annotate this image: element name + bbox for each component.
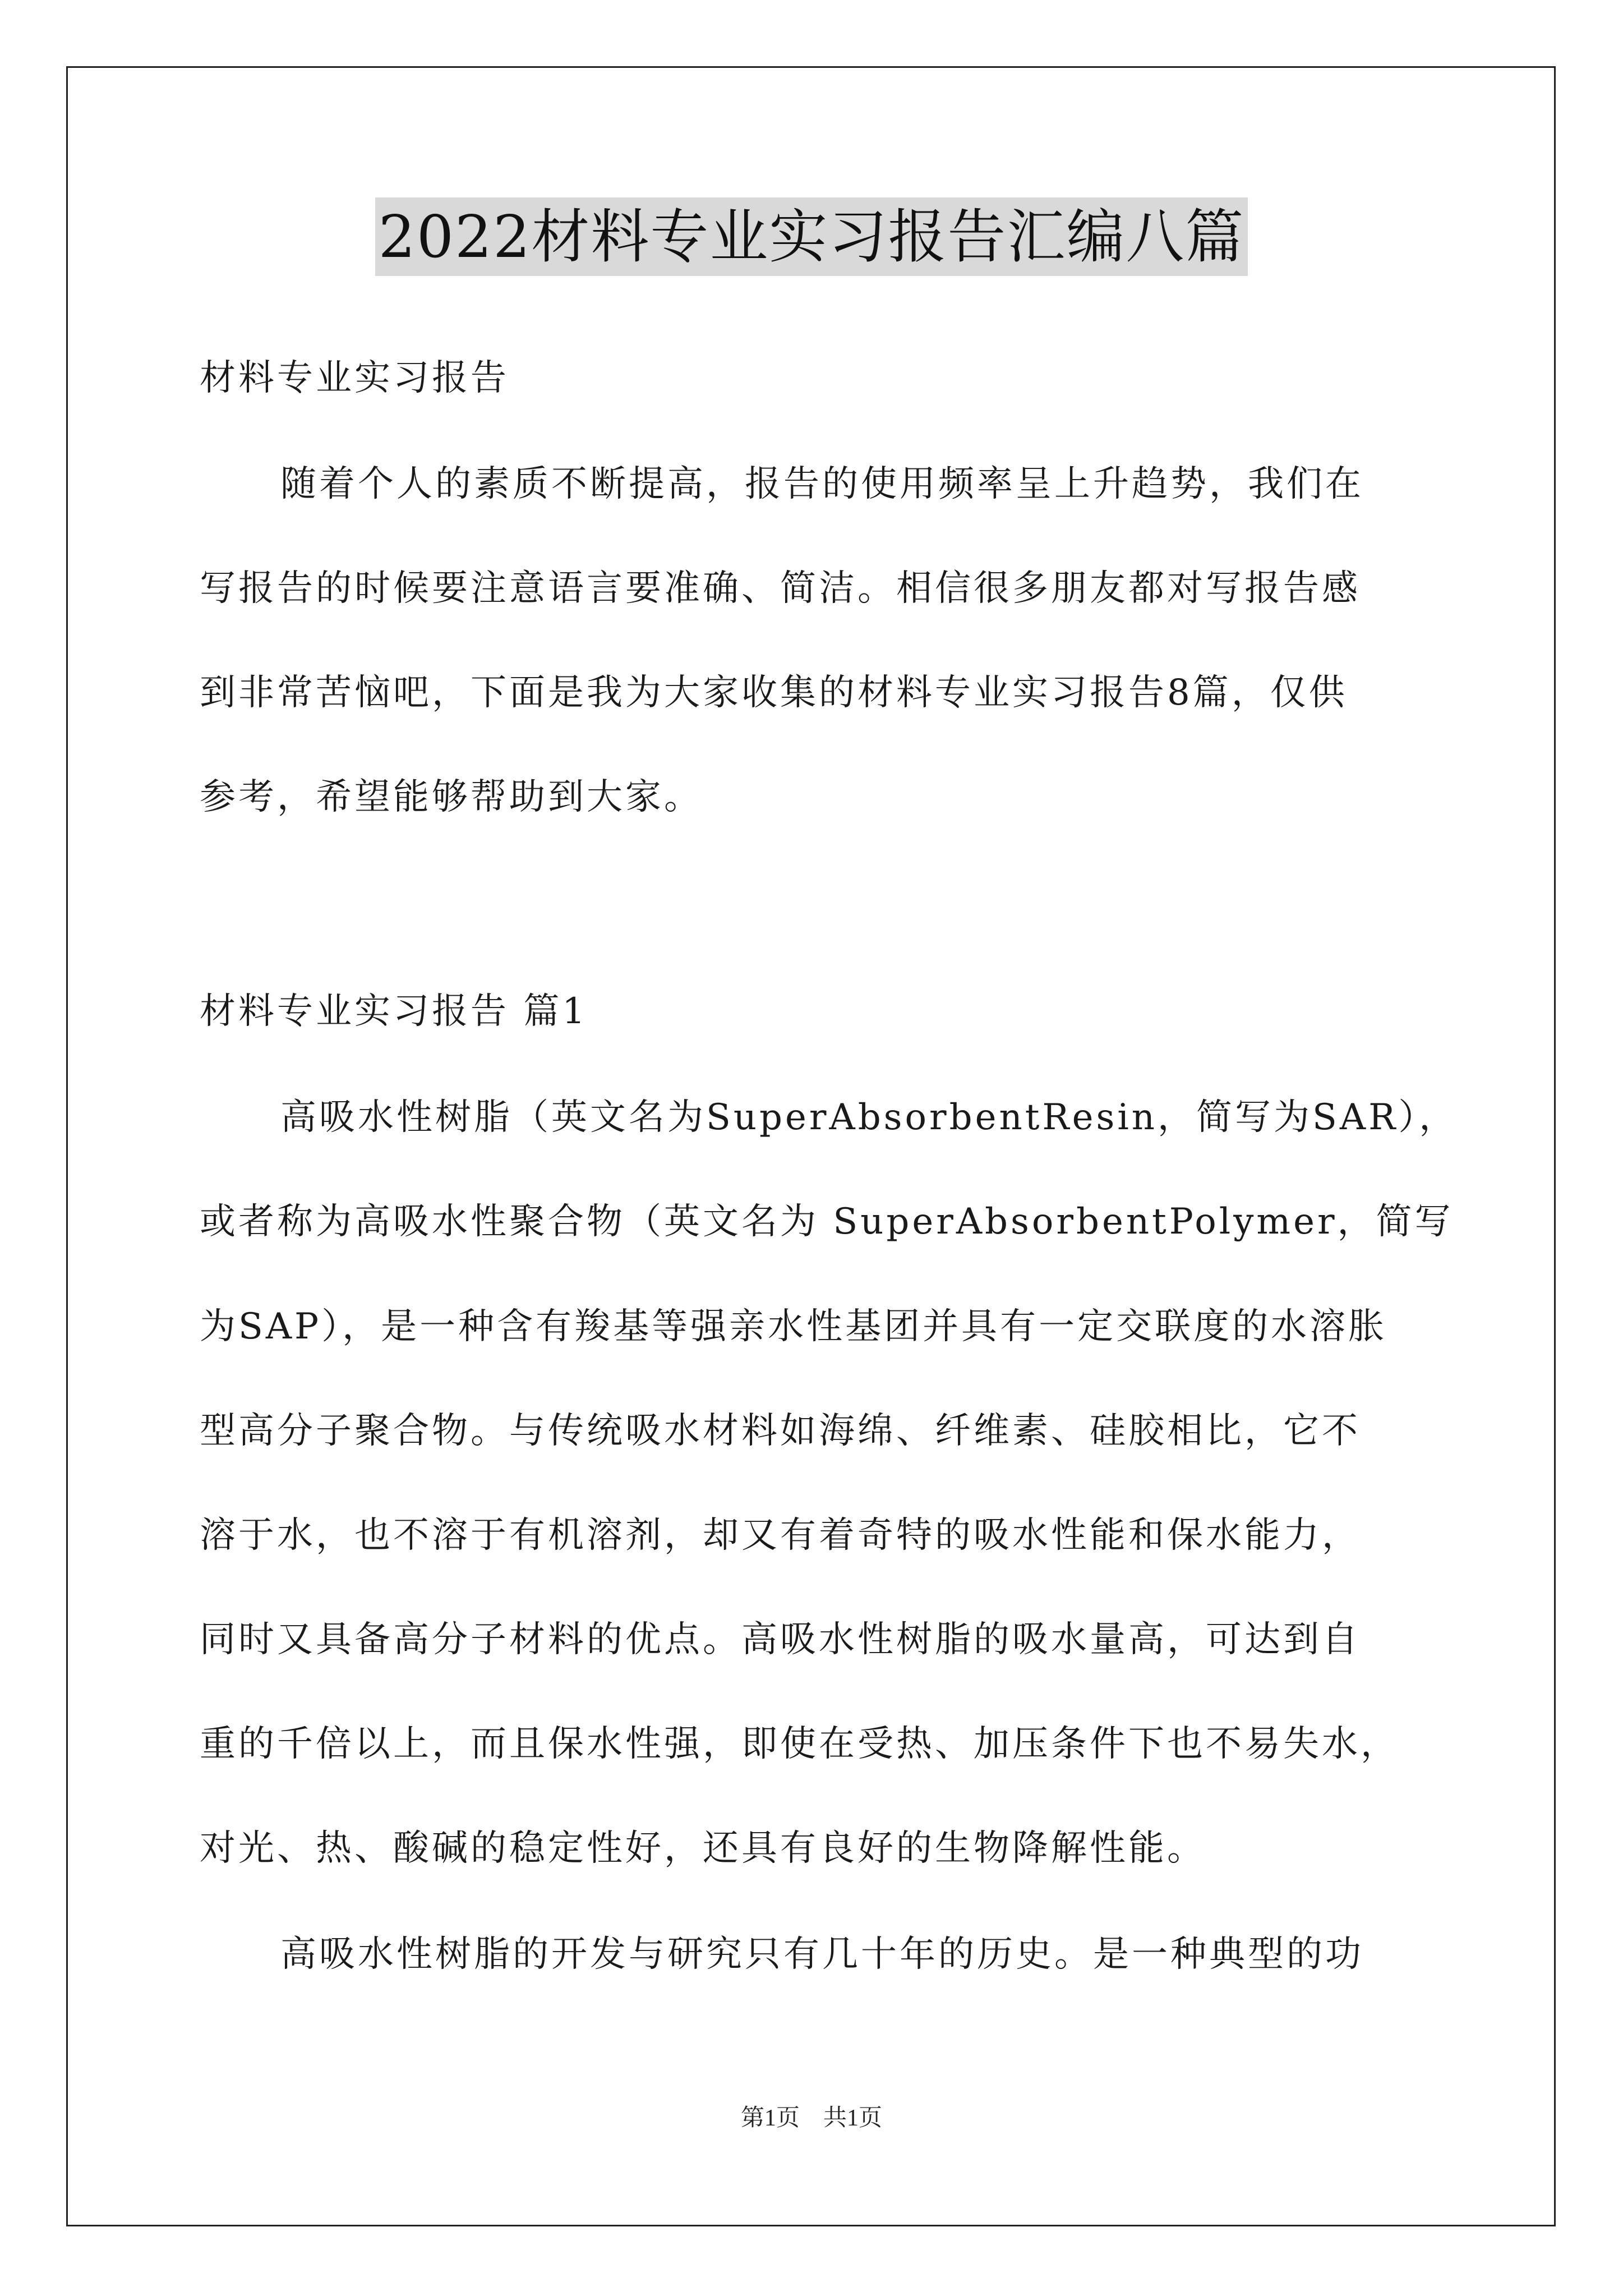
section-heading: 材料专业实习报告 篇1 <box>200 991 588 1032</box>
paragraph-1-line-6: 同时又具备高分子材料的优点。高吸水性树脂的吸水量高，可达到自 <box>200 1619 1361 1660</box>
paragraph-1-line-3: 为SAP），是一种含有羧基等强亲水性基团并具有一定交联度的水溶胀 <box>200 1306 1387 1347</box>
paragraph-1-line-2: 或者称为高吸水性聚合物（英文名为 SuperAbsorbentPolymer，简写 <box>200 1201 1454 1243</box>
paragraph-1-line-4: 型高分子聚合物。与传统吸水材料如海绵、纤维素、硅胶相比，它不 <box>200 1410 1361 1452</box>
paragraph-1-line-7: 重的千倍以上，而且保水性强，即使在受热、加压条件下也不易失水， <box>200 1723 1399 1765</box>
paragraph-1-line-5: 溶于水，也不溶于有机溶剂，却又有着奇特的吸水性能和保水能力， <box>200 1515 1361 1556</box>
paragraph-1-line-1: 高吸水性树脂（英文名为SuperAbsorbentResin，简写为SAR）， <box>280 1097 1458 1138</box>
title-container <box>0 197 1623 276</box>
page-footer: 第1页 共1页 <box>740 2105 882 2131</box>
heading: 材料专业实习报告 <box>200 357 509 399</box>
intro-line-4: 参考，希望能够帮助到大家。 <box>200 776 703 818</box>
paragraph-2-line-1: 高吸水性树脂的开发与研究只有几十年的历史。是一种典型的功 <box>280 1934 1364 1975</box>
intro-line-3: 到非常苦恼吧，下面是我为大家收集的材料专业实习报告8篇，仅供 <box>200 672 1348 714</box>
intro-line-2: 写报告的时候要注意语言要准确、简洁。相信很多朋友都对写报告感 <box>200 568 1361 609</box>
document-title: 2022材料专业实习报告汇编八篇 <box>375 197 1248 276</box>
intro-line-1: 随着个人的素质不断提高，报告的使用频率呈上升趋势，我们在 <box>280 463 1364 505</box>
paragraph-1-line-8: 对光、热、酸碱的稳定性好，还具有良好的生物降解性能。 <box>200 1828 1206 1869</box>
